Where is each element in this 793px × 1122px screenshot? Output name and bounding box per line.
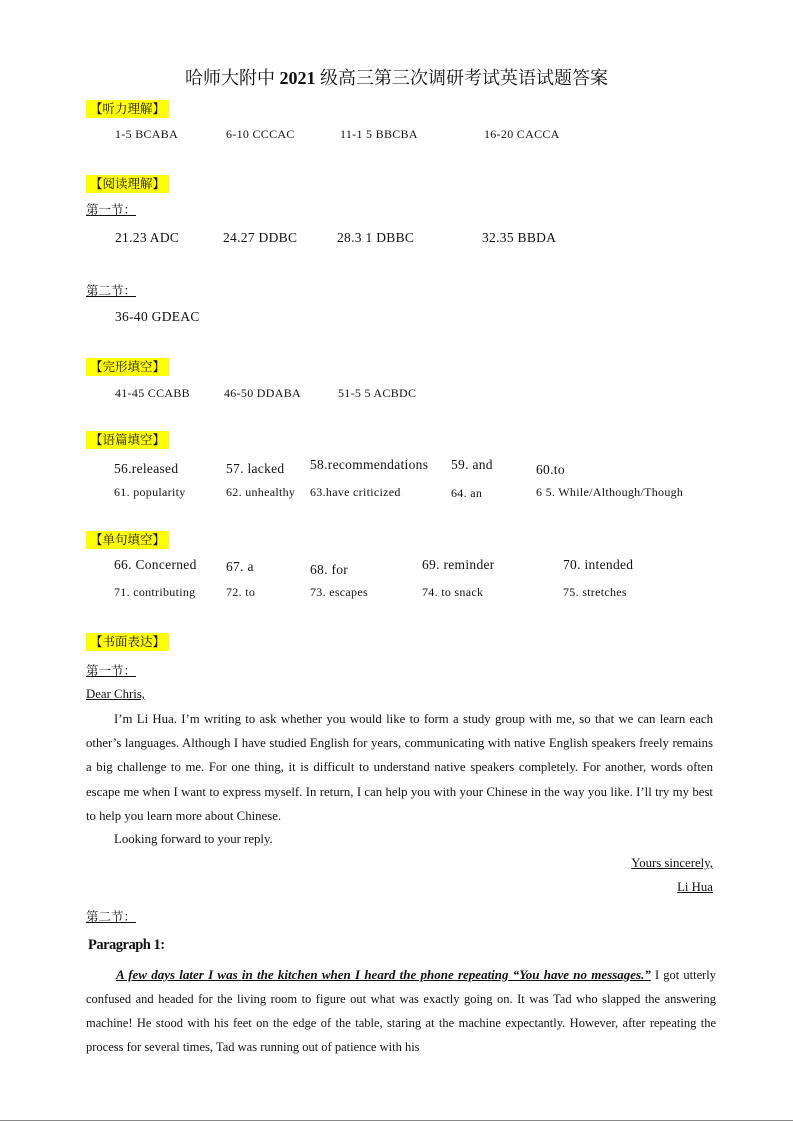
page-title <box>0 64 793 90</box>
title-rest: 级高三第三次调研考试英语试题答案 <box>315 68 608 88</box>
paragraph-continuation: I got utterly confused and headed for the living room to figure out what was exactly going on. It was Tad who slapped the answering machine! He stood with his feet on the edge of the table, staring at the machine expectantly. However, after repeating the process for several times, Tad was running out of patience with his <box>86 968 717 1054</box>
answer-sentence-70: 70. intended <box>563 557 634 572</box>
answer-sentence-68: 68. for <box>310 562 349 577</box>
answer-reading-4: 32.35 BBDA <box>482 230 557 245</box>
continuation-paragraph <box>86 963 716 1059</box>
answer-grammar-57: 57. lacked <box>226 461 285 476</box>
letter-paragraph-2: Looking forward to your reply. <box>114 832 273 846</box>
answer-cloze-2: 46-50 DDABA <box>224 386 301 400</box>
answer-sentence-72: 72. to <box>226 585 256 599</box>
answer-cloze-1: 41-45 CCABB <box>115 386 190 400</box>
answer-listening-1: 1-5 BCABA <box>115 127 179 141</box>
answer-grammar-58: 58.recommendations <box>310 457 429 472</box>
paragraph-lead-sentence: A few days later I was in the kitchen when I heard the phone repeating “You have no messages.” <box>116 967 651 982</box>
answer-grammar-59: 59. and <box>451 457 493 472</box>
answer-grammar-61: 61. popularity <box>114 485 186 499</box>
letter-paragraph-1: I’m Li Hua. I’m writing to ask whether you would like to form a study group with me, so that we can learn each other’s languages. Although I have studied English for years, communicating with native English speakers freely remains a big challenge to me. For one thing, it is difficult to understand native speakers completely. For another, words often escape me when I want to express myself. In return, I can help you with your Chinese in the way you like. I’ll try my best to help you learn more about Chinese. <box>86 712 713 823</box>
letter-greeting: Dear Chris, <box>86 687 145 701</box>
title-year: 2021 <box>279 68 316 88</box>
answer-reading-5: 36-40 GDEAC <box>115 309 200 324</box>
answer-reading-2: 24.27 DDBC <box>223 230 298 245</box>
answer-grammar-64: 64. an <box>451 486 483 500</box>
answer-sentence-71: 71. contributing <box>114 585 196 599</box>
answer-sentence-67: 67. a <box>226 559 254 574</box>
answer-grammar-62: 62. unhealthy <box>226 485 296 499</box>
section-label-cloze: 【完形填空】 <box>86 358 169 376</box>
writing-part1-label: 第一节： <box>86 664 137 678</box>
answer-sentence-75: 75. stretches <box>563 585 627 599</box>
letter-signature: Li Hua <box>677 880 713 894</box>
answer-sentence-66: 66. Concerned <box>114 557 197 572</box>
page-bottom-rule <box>0 1120 793 1121</box>
section-label-writing: 【书面表达】 <box>86 633 169 651</box>
reading-part2-label: 第二节： <box>86 284 137 298</box>
answer-sentence-73: 73. escapes <box>310 585 368 599</box>
answer-grammar-63: 63.have criticized <box>310 485 401 499</box>
answer-cloze-3: 51-5 5 ACBDC <box>338 386 417 400</box>
answer-sentence-69: 69. reminder <box>422 557 495 572</box>
answer-listening-3: 11-1 5 BBCBA <box>340 127 418 141</box>
section-label-grammar: 【语篇填空】 <box>86 431 169 449</box>
answer-listening-4: 16-20 CACCA <box>484 127 560 141</box>
letter-closing: Yours sincerely, <box>631 856 713 870</box>
answer-grammar-56: 56.released <box>114 461 179 476</box>
paragraph-heading: Paragraph 1: <box>88 937 165 953</box>
title-prefix: 哈师大附中 <box>185 68 280 88</box>
answer-grammar-65: 6 5. While/Although/Though <box>536 485 684 499</box>
letter-body <box>86 707 713 828</box>
answer-sentence-74: 74. to snack <box>422 585 484 599</box>
answer-grammar-60: 60.to <box>536 462 565 477</box>
answer-reading-3: 28.3 1 DBBC <box>337 230 415 245</box>
section-label-reading: 【阅读理解】 <box>86 175 169 193</box>
writing-part2-label: 第二节： <box>86 910 137 924</box>
answer-reading-1: 21.23 ADC <box>115 230 180 245</box>
section-label-listening: 【听力理解】 <box>86 100 169 118</box>
section-label-sentence: 【单句填空】 <box>86 531 169 549</box>
letter-closing-line <box>86 827 713 851</box>
answer-listening-2: 6-10 CCCAC <box>226 127 295 141</box>
reading-part1-label: 第一节： <box>86 203 137 217</box>
